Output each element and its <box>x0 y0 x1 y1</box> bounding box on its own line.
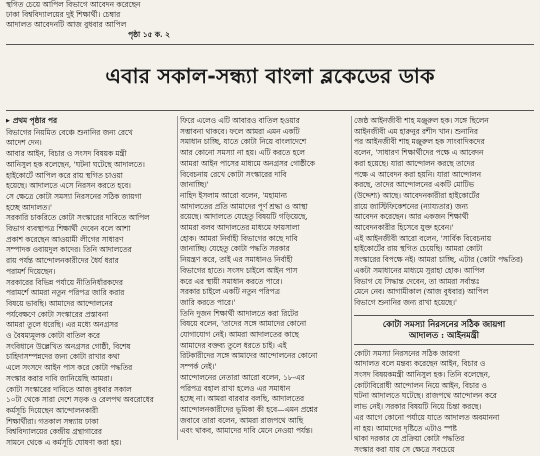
text-line: জবাবে তারা বলেন, আমরা রাজপথে আছি <box>180 415 304 425</box>
text-line: সরকারি চাকরিতে কোটা সংস্কারের দাবিতে আপিল <box>6 213 150 223</box>
text-line: বিভাগের হাতে। সংসদ চাইলে আইন পাস <box>180 265 298 275</box>
text-line: বিষয়ে বলেন, 'তাদের সঙ্গে আমাদের কোনো <box>180 319 307 329</box>
text-line: প্রকাশ করেছেন আওয়ামী লীগের সাধারণ <box>6 234 124 244</box>
text-line: আনিসুল হক বলেছেন, 'ঘটনা ঘটেছে আদালতে। <box>6 159 145 169</box>
text-line: পক্ষে এ আবেদন করা হয়নি। যারা আন্দোলন <box>354 169 482 179</box>
text-line: হাইকোর্টে আপিল করে রায় স্থগিত চাওয়া <box>6 170 123 180</box>
column-3 <box>354 116 534 454</box>
text-line: বিভাগের নিয়মিত বেঞ্চে শুনানির জন্য রেখে <box>6 127 133 137</box>
text-line: সংস্কার করার দাবি জানিয়েছি আমরা। <box>6 373 113 383</box>
text-line: বিভাগ যে সিদ্ধান্ত দেবেন, তা আমরা সর্বান্তঃ <box>354 276 480 286</box>
text-line: কোটা সমস্যা নিরসনের সঠিক জায়গা <box>354 348 460 358</box>
text-line: পর্যবেক্ষণে কোটা সংস্কারের প্রস্তাবনা <box>6 309 109 319</box>
column-divider <box>351 116 352 440</box>
text-line: সরকারের বিভিন্ন পর্যায়ে নীতিনির্ধারকদের <box>6 277 123 287</box>
text-line: কোটা সংস্কারের দাবিতে আজ বুধবার সকাল <box>6 384 132 394</box>
text-line: জানাচ্ছি।' <box>180 180 209 190</box>
text-line: ও বৈষম্যমূলক কোটা বাতিল করে <box>6 331 100 341</box>
text-line: করে এর স্থায়ী সমাধান করতে পারে। <box>180 276 283 286</box>
text-line: আদালত আবেদনটি আজ বুধবার আপিল <box>6 20 127 30</box>
text-line: বিশ্ববিদ্যালয়ের কেন্দ্রীয় গ্রন্থাগারের <box>6 427 102 437</box>
text-line: জারি করতে পারে।' <box>180 297 236 307</box>
text-line: নাহিদ ইসলাম আরো বলেন, 'মহামান্য <box>180 190 288 200</box>
text-line: ঘটনা আদালতে ঘটেছে। রাজপথে আন্দোলন করে <box>354 391 497 401</box>
column-2-text <box>180 116 348 437</box>
text-line: হোক। আমরা নির্বাহী বিভাগের কাছে দাবি <box>180 233 298 243</box>
text-line: পর আইনজীবী শাহ মঞ্জুরুল হক সাংবাদিকদের <box>354 137 485 147</box>
text-line: এর আগে কোনো পর্যায়ে যাতে আদালত অবমাননা <box>354 412 500 422</box>
text-line: রিটকারীদের সঙ্গে আমাদের আন্দোলনের কোনো <box>180 351 318 361</box>
column-3-text-continued <box>354 349 534 456</box>
text-line: এবং থাকব, আমাদের দাবি মেনে নেওয়া পর্যন্ত। <box>180 426 313 436</box>
text-line: আবার আইন, বিচার ও সংসদ বিষয়ক মন্ত্রী <box>6 149 127 159</box>
text-line: সংসদ বিষয়কমন্ত্রী আনিসুল হক। তিনি বলেছেন, <box>354 370 491 380</box>
text-line: ১০টা থেকে সারা দেশে সড়ক ও রেলপথ অবরোধের <box>6 395 154 405</box>
text-line: রায় পর্যন্ত আন্দোলনকারীদের ধৈর্য ধরার <box>6 256 119 266</box>
text-line: আবেদনকারীর হিসেবে যুক্ত হবেন।' <box>354 223 454 233</box>
text-line: হচ্ছে আদালত।' <box>6 202 52 212</box>
text-line: আইনজীবী এম হারুনুর রশীদ খান। শুনানির <box>354 126 478 136</box>
text-line: সামনে থেকে এ কর্মসূচি ঘোষণা করা হয়। <box>6 438 122 448</box>
text-line: হাইকোর্টের রায় স্থগিত চেয়েছি। আমরা কোটা <box>354 244 483 254</box>
page-jump-label: পৃষ্ঠা ১৫ ক. ২ <box>128 30 170 40</box>
text-line: আন্দোলনকারীদের ভূমিকা কী হবে—এমন প্রশ্নের <box>180 404 318 414</box>
continued-from-page-label: ▶ প্রথম পৃষ্ঠার পর <box>6 116 174 127</box>
headline-block <box>0 48 540 108</box>
text-line: স্থগিত চেয়ে আপিল বিভাগে আবেদন করেছেন <box>6 0 141 9</box>
text-line: আমাদের বক্তব্য তুলে ধরতে চাই। এই <box>180 340 287 350</box>
text-line: মেনে নেব। আগামীকাল (আজ বুধবার) আপিল <box>354 287 489 297</box>
text-line: হচ্ছে না। আমরা বারবার বলছি, আদালতের <box>180 394 305 404</box>
text-line: আমরা তুলে ধরেছি। এর মধ্যে অনগ্রসর <box>6 320 119 330</box>
text-line: আদালত বলে মন্তব্য করেছেন আইন, বিচার ও <box>354 359 486 369</box>
subheadline-box <box>354 315 534 345</box>
text-line: সংবিধানে উল্লেখিত অনগ্রসর গোষ্ঠী, বিশেষ <box>6 341 131 351</box>
text-line: ঢাকা বিশ্ববিদ্যালয়ের দুই শিক্ষার্থী। চেম্বার <box>6 10 121 20</box>
text-line: (উদ্দেশ্য) আছে। আবেদনকারীরা হাইকোর্টের <box>354 190 480 200</box>
previous-article-fragment <box>6 0 170 40</box>
text-line: এই আইনজীবী আরো বলেন, 'সার্বিক বিবেচনায় <box>354 233 492 243</box>
text-line: লাভ নেই। সরকার বিষয়টি নিয়ে চিন্তা করছে। <box>354 402 482 412</box>
text-line: সে ক্ষেত্রে কোটা সমস্যা নিরসনের সঠিক জায়গা <box>6 191 142 201</box>
text-line: আর কোনো সমস্যা না হয়। এটি করতে হলে <box>180 148 305 158</box>
text-line: করা হয়েছে। যারা আন্দোলন করছে তাদের <box>354 158 475 168</box>
text-line: করছে, তাদের আন্দোলনের একটি মোটিভ <box>354 180 474 190</box>
column-2 <box>180 116 348 440</box>
text-line: না হয়। আমাদের দৃষ্টিতে এটাও স্পষ্ট <box>354 423 457 433</box>
column-divider <box>177 116 178 440</box>
text-line: আবেদন করেছেন। আর একজন শিক্ষার্থী <box>354 212 469 222</box>
text-line: রায়ে জাস্টিফিকেশনের (ন্যায্যতার) জন্য <box>354 201 468 211</box>
text-line: জানাচ্ছি। যেহেতু কোটা পদ্ধতি সরকার <box>180 244 290 254</box>
text-line: এলে সংসদে আইন পাস করে কোটা পদ্ধতির <box>6 363 133 373</box>
column-1-text <box>6 128 174 449</box>
text-line: বলেন, 'সাধারণ শিক্ষার্থীদের পক্ষে এ আবেদন <box>354 148 484 158</box>
text-line: তিনি দুজন শিক্ষার্থী আদালতে করা রিটের <box>180 308 299 318</box>
text-line: জেষ্ঠ আইনজীবী শাহ মঞ্জুরুল হক। সঙ্গে ছিলেন <box>354 116 489 125</box>
text-line: সম্পাদক ওবায়দুল কাদের। তিনি আদালতের <box>6 245 132 255</box>
divider <box>6 44 534 45</box>
text-line: আদেশ দেন। <box>6 138 42 148</box>
headline: এবার সকাল-সন্ধ্যা বাংলা ব্লকেডের ডাক <box>105 64 435 88</box>
column-3-text <box>354 116 534 309</box>
text-line: পরিপত্র বহাল রাখা হলেও এর সমাধান <box>180 383 291 393</box>
text-line: আন্দোলনের নেতারা আরো বলেন, ১৮-এর <box>180 372 305 382</box>
subheadline-line-1: কোটা সমস্যা নিরসনের সঠিক জায়গা <box>382 318 506 329</box>
text-line: বিষয়ে ভাবছি। আমাদের আন্দোলনের <box>6 298 113 308</box>
text-line: আমরা আইন পাসের মাধ্যমে অনগ্রসর গোষ্ঠীকে <box>180 158 315 168</box>
text-line: সম্পর্ক নেই।' <box>180 362 217 372</box>
text-line: হয়েছে। আদালতে এসে নিরসন করতে হবে। <box>6 181 131 191</box>
divider <box>6 110 534 111</box>
text-line: নিয়ন্ত্রণ করে, তাই এর সমাধানও নির্বাহী <box>180 255 293 265</box>
text-line: পরামর্শ দিয়েছেন। <box>6 266 56 276</box>
text-line: কোটাবিরোধী আন্দোলন নিয়ে আইন, বিচার ও <box>354 380 487 390</box>
text-line: রয়েছে। আদালতে যেহেতু বিষয়টি গড়িয়েছে, <box>180 212 308 222</box>
text-line: সম্ভাবনা থাকবে। ফলে আমরা এমন একটি <box>180 126 300 136</box>
text-line: বিভাগে শুনানির জন্য রাখা হয়েছে।' <box>354 297 457 307</box>
text-line: বিভাগ ব্যবস্থাপত্র শিক্ষার্থী দেবেন বলে আশা <box>6 224 131 234</box>
text-line: একটা সমাধানের মাধ্যমে সুরাহা হোক। আপিল <box>354 265 485 275</box>
text-line: সরকার চাইলে একটি নতুন পরিপত্র <box>180 287 280 297</box>
text-line: সংস্কারের বিপক্ষে নই। আমরা চাচ্ছি, এটার (কোটা পদ্ধতির) <box>354 255 523 265</box>
text-line: বিবেচনায় রেখে কোটা সংস্কারের দাবি <box>180 169 287 179</box>
text-line: কর্মসূচি দিয়েছেন আন্দোলনকারী <box>6 405 99 415</box>
text-line: যোগাযোগ নেই। আমরা আদালতের কাছে <box>180 330 299 340</box>
column-1 <box>6 116 174 448</box>
subheadline-line-2: আদালত : আইনমন্ত্রী <box>408 329 480 340</box>
text-line: পরামর্শে আমরা নতুন পরিপত্র জারি করার <box>6 288 125 298</box>
text-line: শিক্ষার্থীরা। গতকাল সন্ধ্যায় ঢাকা <box>6 416 99 426</box>
text-line: ফিরে এলেও এটি আবারও বাতিল হওয়ার <box>180 116 300 125</box>
text-line: সংস্কার করা যায় সে ক্ষেত্রে সবচেয়ে <box>354 444 455 454</box>
text-line: আদালতের প্রতি আমাদের পূর্ণ শ্রদ্ধা ও আস্থা <box>180 201 308 211</box>
text-line: আমরা বলব আদালতের মাধ্যমে ফায়সালা <box>180 223 300 233</box>
text-line: চাহিদাসম্পন্নদের জন্য কোটা রাখার কথা <box>6 352 120 362</box>
text-line: থাকা দরকার যে প্রক্রিয়া কোটা পদ্ধতির <box>354 434 465 444</box>
text-line: সমাধান চাচ্ছি, যাতে কোটা নিয়ে বাংলাদেশে <box>180 137 307 147</box>
